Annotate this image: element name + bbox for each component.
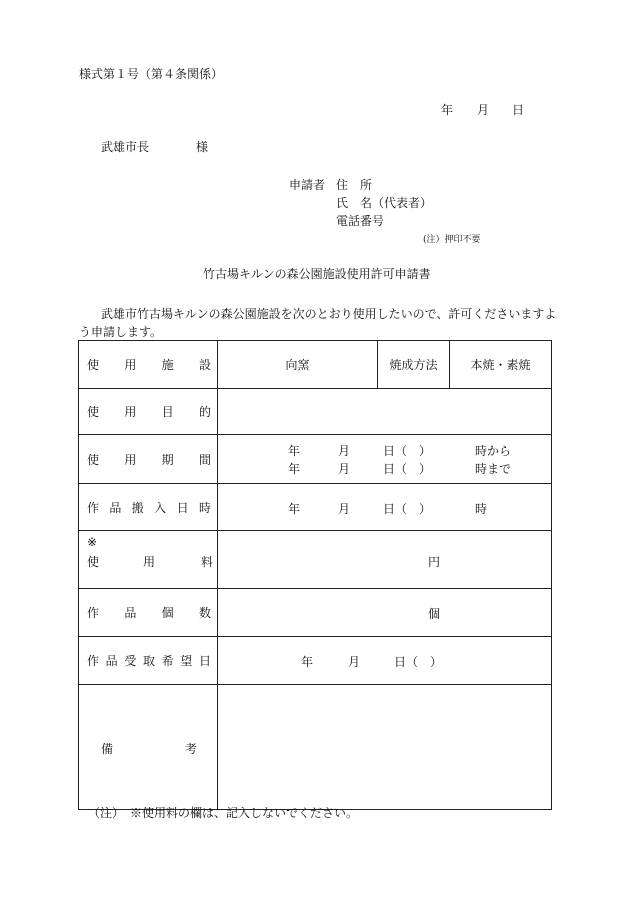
count-label-char: 作: [87, 606, 100, 620]
pickup-day: 日（ ）: [394, 655, 443, 669]
period-label-char: 用: [124, 452, 137, 467]
delivery-hour: 時: [475, 502, 488, 516]
seal-note: (注）押印不要: [423, 235, 481, 245]
facility-label-char: 施: [161, 358, 174, 372]
remarks-label-char: 備: [101, 742, 114, 756]
fee-label-char: 用: [143, 555, 156, 569]
pickup-value-cell[interactable]: [218, 637, 552, 685]
purpose-row: [79, 389, 552, 435]
firing-method-label: 焼成方法: [378, 341, 450, 388]
pickup-label-char: 望: [180, 654, 193, 668]
purpose-label-char: 的: [198, 405, 211, 419]
period-from-day: 日（ ）: [383, 444, 432, 458]
period-until-month: 月: [338, 462, 351, 476]
period-until-day: 日（ ）: [383, 462, 432, 476]
remarks-row: [79, 685, 552, 810]
pickup-label-char: 品: [105, 654, 118, 668]
pickup-year: 年: [301, 655, 314, 669]
period-until-time: 時まで: [475, 462, 512, 476]
fee-label-cell: [79, 531, 218, 589]
count-row: [79, 589, 552, 637]
period-value-cell[interactable]: [218, 435, 552, 484]
period-from-month: 月: [338, 444, 351, 458]
delivery-label-cell: [79, 484, 218, 531]
application-table: [78, 340, 552, 810]
facility-label-char: 使: [87, 358, 100, 372]
fee-value-cell: [218, 531, 552, 589]
delivery-label-char: 搬: [131, 500, 144, 515]
pickup-label-char: 受: [124, 654, 137, 668]
fee-label-char: 料: [201, 555, 214, 569]
facility-value: 向窯: [218, 341, 378, 388]
applicant-label: 申請者: [289, 178, 326, 192]
pickup-label-char: 取: [142, 654, 155, 668]
period-row: [79, 435, 552, 484]
remarks-label-cell: [79, 685, 218, 810]
delivery-label-char: 作: [87, 500, 100, 515]
addressee-honorific: 様: [196, 140, 209, 154]
facility-label-char: 設: [198, 358, 211, 372]
facility-value-cell: [218, 341, 552, 389]
count-value-cell[interactable]: [218, 589, 552, 637]
pickup-label-char: 日: [198, 654, 211, 668]
date-day-label: 日: [512, 103, 525, 117]
delivery-day: 日（ ）: [383, 502, 432, 516]
date-month-label: 月: [477, 103, 490, 117]
name-label: 氏 名（代表者）: [336, 196, 433, 210]
period-until-year: 年: [288, 462, 301, 476]
fee-mark: ※: [87, 535, 98, 549]
count-label-char: 個: [161, 606, 174, 620]
remarks-value-cell[interactable]: [218, 685, 552, 810]
period-from-time: 時から: [475, 444, 512, 458]
delivery-value-cell[interactable]: [218, 484, 552, 531]
count-label-cell: [79, 589, 218, 637]
intro-line-1: 武雄市竹古場キルンの森公園施設を次のとおり使用したいので、許可くださいますよ: [101, 307, 557, 321]
firing-method-value: 本焼・素焼: [470, 358, 531, 372]
delivery-label-char: 日: [176, 500, 189, 515]
delivery-year: 年: [288, 502, 301, 516]
pickup-row: [79, 637, 552, 685]
purpose-label-char: 目: [161, 405, 174, 419]
delivery-label-char: 時: [198, 500, 211, 515]
delivery-month: 月: [338, 502, 351, 516]
purpose-label-char: 使: [87, 405, 100, 419]
count-label-char: 数: [198, 606, 211, 620]
pickup-month: 月: [348, 655, 361, 669]
fee-row: [79, 531, 552, 589]
pickup-label-char: 作: [87, 654, 100, 668]
date-year-label: 年: [441, 103, 454, 117]
intro-line-2: う申請します。: [79, 325, 163, 339]
pickup-label-char: 希: [161, 654, 174, 668]
fee-unit: 円: [428, 555, 441, 569]
document-title: 竹古場キルンの森公園施設使用許可申請書: [203, 267, 431, 281]
address-label: 住 所: [336, 178, 373, 192]
facility-label-char: 用: [124, 358, 137, 372]
facility-row: [79, 341, 552, 389]
pickup-label-cell: [79, 637, 218, 685]
count-label-char: 品: [124, 606, 137, 620]
form-number: 様式第１号（第４条関係）: [79, 67, 224, 81]
purpose-label-cell: [79, 389, 218, 435]
addressee-name: 武雄市長: [101, 140, 150, 154]
period-from-year: 年: [288, 444, 301, 458]
fee-label-char: 使: [87, 555, 100, 569]
delivery-row: [79, 484, 552, 531]
delivery-label-char: 入: [154, 500, 167, 515]
remarks-label-char: 考: [185, 742, 198, 756]
period-label-cell: [79, 435, 218, 484]
period-label-char: 期: [161, 452, 174, 467]
phone-label: 電話番号: [336, 214, 385, 228]
footnote: （注） ※使用料の欄は、記入しないでください。: [88, 806, 359, 820]
facility-label-cell: [79, 341, 218, 389]
period-label-char: 使: [87, 452, 100, 467]
purpose-label-char: 用: [124, 405, 137, 419]
purpose-value-cell[interactable]: [218, 389, 552, 435]
delivery-label-char: 品: [109, 500, 122, 515]
period-label-char: 間: [198, 452, 211, 467]
count-unit: 個: [428, 607, 441, 621]
